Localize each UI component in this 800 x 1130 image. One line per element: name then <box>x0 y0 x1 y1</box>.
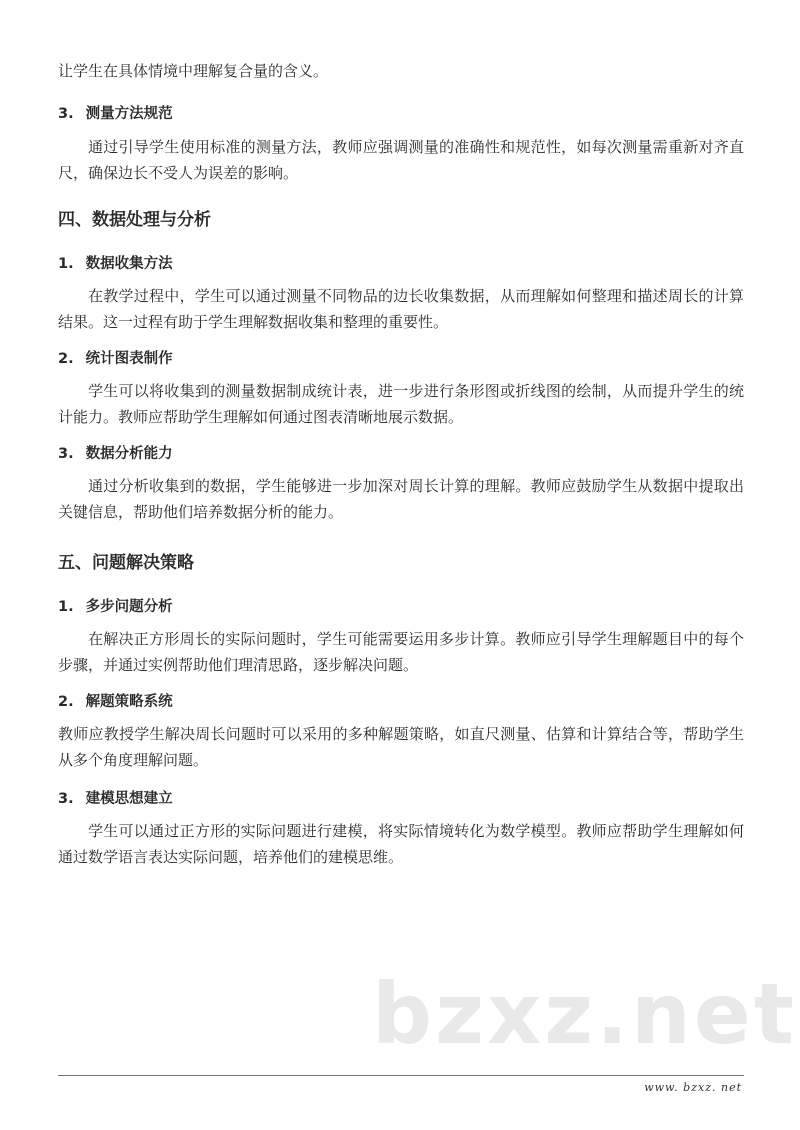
paragraph-data-analysis: 通过分析收集到的数据，学生能够进一步加深对周长计算的理解。教师应鼓励学生从数据中提取出关键信息，帮助他们培养数据分析的能力。 <box>58 477 744 521</box>
paragraph-data-collection: 在教学过程中，学生可以通过测量不同物品的边长收集数据，从而理解如何整理和描述周长的计算结果。这一过程有助于学生理解数据收集和整理的重要性。 <box>58 287 744 331</box>
subheading-number: 3. <box>58 446 74 462</box>
subheading-number: 1. <box>58 599 74 615</box>
subheading-number: 3. <box>58 791 74 807</box>
subheading-number: 3. <box>58 106 74 122</box>
section-heading-data: 四、数据处理与分析 <box>58 210 211 230</box>
paragraph-multistep: 在解决正方形周长的实际问题时，学生可能需要运用多步计算。教师应引导学生理解题目中的每个步骤，并通过实例帮助他们理清思路，逐步解决问题。 <box>58 630 744 674</box>
subheading-title: 多步问题分析 <box>85 599 173 615</box>
subheading-title: 建模思想建立 <box>85 791 173 807</box>
paragraph-modeling: 学生可以通过正方形的实际问题进行建模，将实际情境转化为数学模型。教师应帮助学生理解如何通过数学语言表达实际问题，培养他们的建模思维。 <box>58 822 744 866</box>
subheading-chart-making <box>58 348 173 370</box>
paragraph-measure-method: 通过引导学生使用标准的测量方法，教师应强调测量的准确性和规范性，如每次测量需重新对齐直尺，确保边长不受人为误差的影响。 <box>58 138 744 182</box>
subheading-multistep <box>58 596 173 618</box>
section-heading-problem-solving: 五、问题解决策略 <box>58 553 194 573</box>
subheading-modeling <box>58 788 173 810</box>
subheading-data-analysis <box>58 443 173 465</box>
subheading-title: 数据分析能力 <box>85 446 173 462</box>
subheading-number: 2. <box>58 351 74 367</box>
paragraph-chart-making: 学生可以将收集到的测量数据制成统计表，进一步进行条形图或折线图的绘制，从而提升学生的统计能力。教师应帮助学生理解如何通过图表清晰地展示数据。 <box>58 382 744 426</box>
subheading-measure-method <box>58 103 173 125</box>
intro-tail-text: 让学生在具体情境中理解复合量的含义。 <box>58 62 329 80</box>
subheading-title: 测量方法规范 <box>85 106 173 122</box>
subheading-title: 数据收集方法 <box>85 256 173 272</box>
subheading-strategy-system <box>58 691 173 713</box>
paragraph-strategy-system: 教师应教授学生解决周长问题时可以采用的多种解题策略，如直尺测量、估算和计算结合等，帮助学生从多个角度理解问题。 <box>58 725 744 769</box>
subheading-data-collection <box>58 253 173 275</box>
subheading-title: 解题策略系统 <box>85 694 173 710</box>
subheading-title: 统计图表制作 <box>85 351 173 367</box>
footer-divider <box>58 1075 744 1076</box>
watermark-logo: bzxz.net <box>372 965 797 1063</box>
footer-url: www. bzxz. net <box>644 1081 742 1094</box>
subheading-number: 2. <box>58 694 74 710</box>
subheading-number: 1. <box>58 256 74 272</box>
